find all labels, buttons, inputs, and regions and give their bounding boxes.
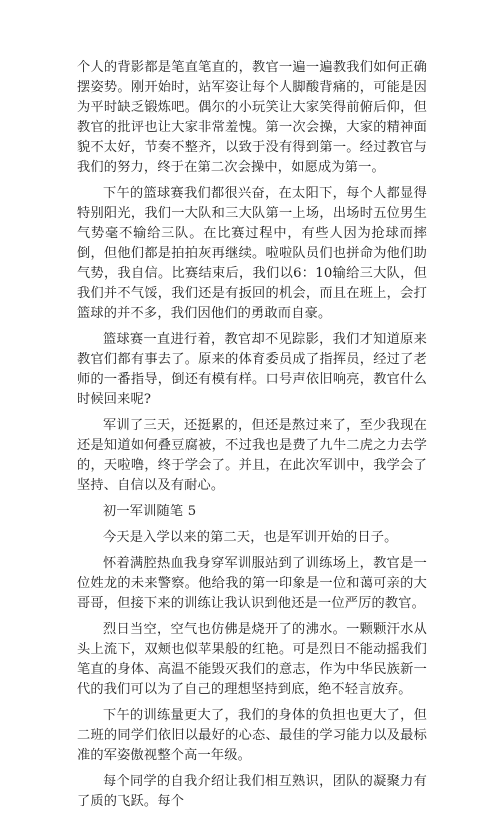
paragraph-5: 今天是入学以来的第二天，也是军训开始的日子。 xyxy=(103,530,398,545)
paragraph-8: 下午的训练量更大了，我们的身体的负担也更大了，但二班的同学们依旧以最好的心态、最佳的学习能力以及最标准的军姿傲视整个高一年级。 xyxy=(77,708,427,763)
paragraph-2: 下午的篮球赛我们都很兴奋，在太阳下，每个人都显得特别阳光，我们一大队和三大队第一上场，出场时五位男生气势毫不输给三队。在比赛过程中，有些人因为抢球而摔倒，但他们都是拍拍灰再继续。啦啦队员们也拼命为他们助气势，我自信。比赛结束后，我们以6：10输给三大队，但我们并不气馁，我们还是有扳回的机会，而且在班上，会打篮球的并不多，我们因他们的勇敢而自豪。 xyxy=(77,186,427,321)
document-body xyxy=(77,58,427,818)
paragraph-4: 军训了三天，还挺累的，但还是熬过来了，至少我现在还是知道如何叠豆腐被，不过我也是费了九牛二虎之力去学的，天啦噜，终于学会了。并且，在此次军训中，我学会了坚持、自信以及有耐心。 xyxy=(77,418,427,493)
paragraph-3: 篮球赛一直进行着，教官却不见踪影，我们才知道原来教官们都有事去了。原来的体育委员成了指挥员，经过了老师的一番指导，倒还有模有样。口号声依旧响亮，教官什么时候回来呢? xyxy=(77,332,427,407)
paragraph-1: 个人的背影都是笔直笔直的，教官一遍一遍教我们如何正确摆姿势。刚开始时，站军姿让每个人脚酸背痛的，可能是因为平时缺乏锻炼吧。偶尔的小玩笑让大家笑得前俯后仰，但教官的批评也让大家非常羞愧。第一次会操，大家的精神面貌不太好，节奏不整齐，以致于没有得到第一。经过教官与我们的努力，终于在第二次会操中，如愿成为第一。 xyxy=(77,60,427,175)
paragraph-6: 怀着满腔热血我身穿军训服站到了训练场上，教官是一位姓龙的未来警察。他给我的第一印象是一位和蔼可亲的大哥哥，但接下来的训练让我认识到他还是一位严厉的教官。 xyxy=(77,556,427,611)
section-heading: 初一军训随笔 5 xyxy=(103,504,197,519)
paragraph-9: 每个同学的自我介绍让我们相互熟识，团队的凝聚力有了质的飞跃。每个 xyxy=(77,774,427,809)
paragraph-7: 烈日当空，空气也仿佛是烧开了的沸水。一颗颗汗水从头上流下，双颊也似苹果般的红艳。可是烈日不能动摇我们笔直的身体、高温不能毁灭我们的意志，作为中华民族新一代的我们可以为了自己的理想坚持到底，绝不轻言放弃。 xyxy=(77,622,427,697)
